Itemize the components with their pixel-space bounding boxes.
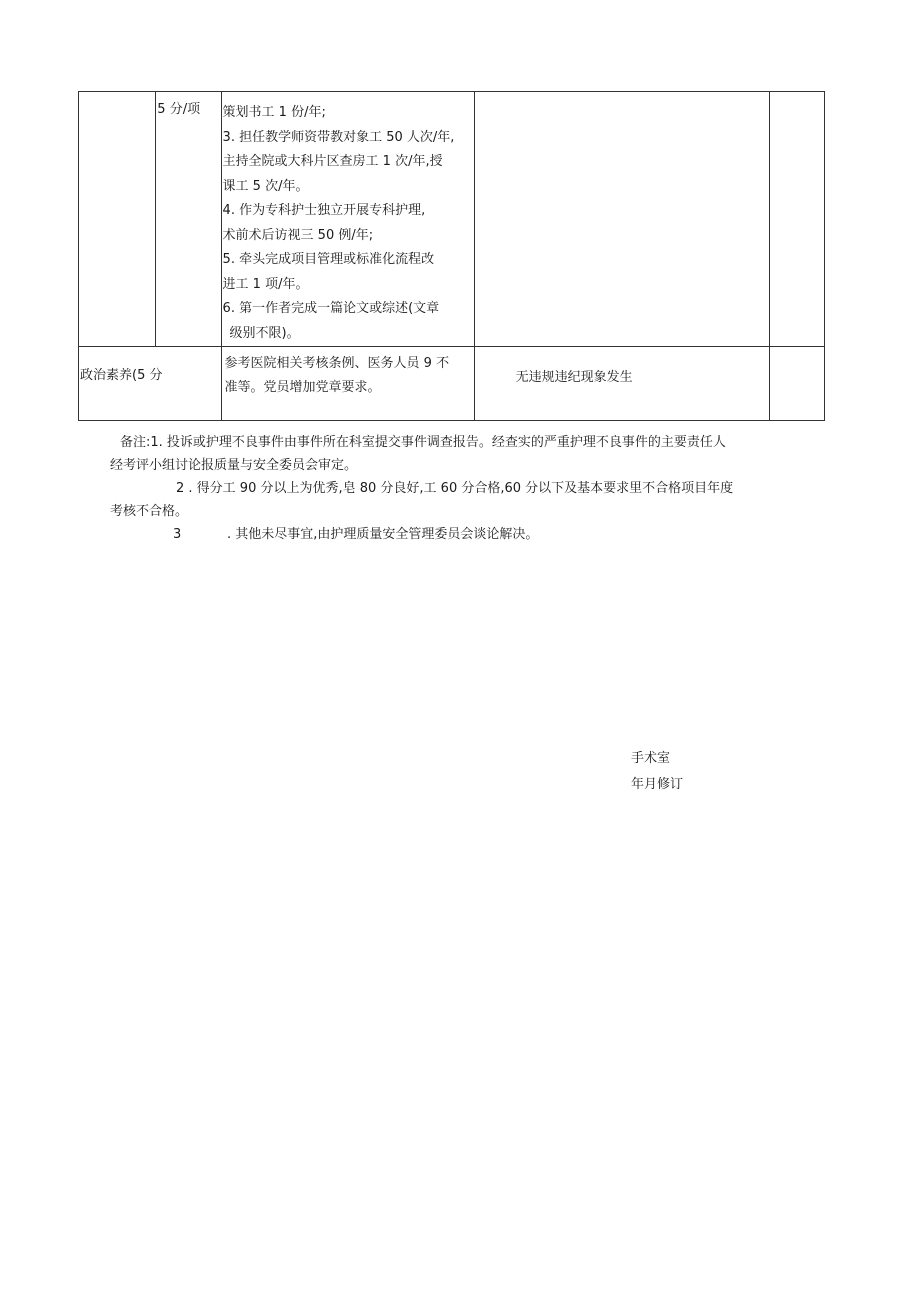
requirement-line: 6. 第一作者完成一篇论文或综述(文章 [222,301,440,316]
requirement-line: 术前术后访视三 50 例/年; [222,227,374,243]
note-1-line-1: 备注:1. 投诉或护理不良事件由事件所在科室提交事件调查报告。经查实的严重护理不良事件的主要责任人 [120,435,726,450]
politics-standard: 无违规违纪现象发生 [515,370,633,385]
requirement-line: 4. 作为专科护士独立开展专科护理, [222,203,426,218]
requirement-line: 课工 5 次/年。 [222,178,309,194]
politics-requirement-line: 准等。党员增加党章要求。 [224,380,381,395]
politics-requirement-cell [221,347,474,421]
note-2-line-2: 考核不合格。 [110,504,189,519]
requirement-line: 主持全院或大科片区查房工 1 次/年,授 [222,154,443,169]
politics-label-cell [79,347,222,421]
category-cell-empty [79,92,156,347]
politics-standard-cell [474,347,769,421]
score-cell-empty [769,92,824,347]
politics-label: 政治素养(5 分 [80,368,163,383]
politics-score-cell-empty [769,347,824,421]
assessment-table [78,91,825,421]
table-row [79,347,825,421]
revision-date: 年月修订 [631,777,684,792]
note-2-line-1: 2 . 得分工 90 分以上为优秀,皂 80 分良好,工 60 分合格,60 分以下及基本要求里不合格项目年度 [176,481,734,496]
requirement-line: 3. 担任教学师资带教对象工 50 人次/年, [222,129,455,145]
requirement-line: 5. 牵头完成项目管理或标准化流程改 [222,252,435,267]
note-1-line-2: 经考评小组讨论报质量与安全委员会审定。 [110,458,358,473]
score-unit: 5 分/项 [157,102,201,117]
requirement-line: 进工 1 项/年。 [222,276,309,292]
requirement-line: 策划书工 1 份/年; [222,105,326,120]
table-row [79,92,825,347]
department-signature: 手术室 [631,751,671,766]
standard-cell-empty [474,92,769,347]
note-3-text: . 其他未尽事宜,由护理质量安全管理委员会谈论解决。 [227,527,539,542]
note-3-number: 3 [173,527,182,542]
politics-requirement-line: 参考医院相关考核条例、医务人员 9 不 [224,356,450,371]
score-unit-cell [156,92,221,347]
requirements-cell [221,92,474,347]
requirement-line: 级别不限)。 [229,325,300,341]
